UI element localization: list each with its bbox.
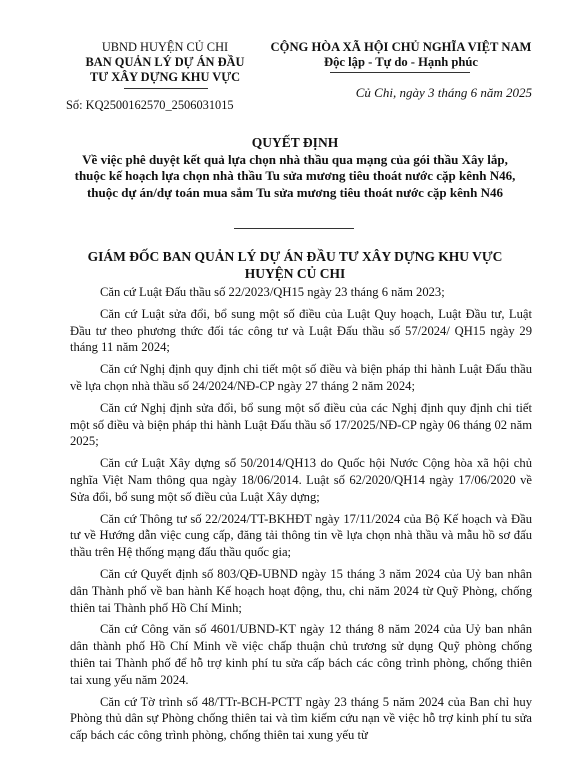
national-motto: Độc lập - Tự do - Hạnh phúc (324, 55, 478, 69)
legal-basis-paragraph: Căn cứ Nghị định quy định chi tiết một số điều và biện pháp thi hành Luật Đấu thầu về lựa chọn nhà thầu số 24/2024/NĐ-CP ngày 27 tháng 2 năm 2024; (70, 362, 532, 393)
issuing-agency-header (60, 40, 270, 85)
decision-heading: QUYẾT ĐỊNH (251, 135, 339, 150)
legal-basis-paragraph: Căn cứ Nghị định sửa đổi, bổ sung một số điều của các Nghị định quy định chi tiết một số điều và biện pháp thi hành Luật Đấu thầu số 17/2025/NĐ-CP ngày 06 tháng 02 năm 2025; (70, 400, 532, 449)
legal-basis-paragraph: Căn cứ Thông tư số 22/2024/TT-BKHĐT ngày 17/11/2024 của Bộ Kế hoạch và Đầu tư về Hướng dẫn việc cung cấp, đăng tải thông tin về lựa chọn nhà thầu và mẫu hồ sơ đấu thầu trên Hệ thống mạng đấu thầu quốc gia; (70, 511, 532, 560)
legal-basis-paragraph: Căn cứ Luật sửa đổi, bổ sung một số điều của Luật Quy hoạch, Luật Đầu tư, Luật Đầu tư theo phương thức đối tác công tư và Luật Đấu thầu số 57/2024/ QH15 ngày 29 tháng 11 năm 2024; (70, 306, 532, 355)
document-number: Số: KQ2500162570_2506031015 (66, 98, 234, 112)
document-body (70, 284, 532, 749)
legal-basis-paragraph: Căn cứ Công văn số 4601/UBND-KT ngày 12 tháng 8 năm 2024 của Uỷ ban nhân dân thành phố Hồ Chí Minh về việc chấp thuận chủ trương sử dụng Quỹ phòng chống thiên tai Thành phố để hỗ trợ kinh phí tu sửa cấp bách các công trình phòng, chống thiên tai xung yếu năm 2024. (70, 622, 532, 687)
agency-name-line-1: BAN QUẢN LÝ DỰ ÁN ĐẦU (85, 55, 245, 69)
title-underline (234, 228, 354, 229)
legal-basis-paragraph: Căn cứ Luật Đấu thầu số 22/2023/QH15 ngày 23 tháng 6 năm 2023; (100, 285, 445, 299)
legal-basis-paragraph: Căn cứ Quyết định số 803/QĐ-UBND ngày 15 tháng 3 năm 2024 của Uỷ ban nhân dân Thành phố về ban hành Kế hoạch hoạt động, thu, chi năm 2024 từ Quỹ Phòng, chống thiên tai Thành phố Hồ Chí Minh; (70, 566, 532, 615)
decision-subject: Về việc phê duyệt kết quả lựa chọn nhà thầu qua mạng của gói thầu Xây lắp, thuộc kế hoạch lựa chọn nhà thầu Tu sửa mương tiêu thoát nước cặp kênh N46, thuộc dự án/dự toán mua sắm Tu sửa mương tiêu thoát nước cặp kênh N46 (74, 151, 516, 200)
legal-basis-paragraph: Căn cứ Tờ trình số 48/TTr-BCH-PCTT ngày 23 tháng 5 năm 2024 của Ban chỉ huy Phòng thủ dân sự Phòng chống thiên tai và tìm kiếm cứu nạn về việc hỗ trợ kinh phí tu sửa cấp bách các công trình phòng, chống thiên tai xung yếu từ (70, 694, 532, 743)
national-header (256, 40, 546, 70)
motto-underline (330, 72, 470, 73)
agency-parent-line: UBND HUYỆN CỦ CHI (101, 40, 229, 54)
legal-basis-paragraph: Căn cứ Luật Xây dựng số 50/2014/QH13 do Quốc hội Nước Cộng hòa xã hội chủ nghĩa Việt Nam thông qua ngày 18/06/2014. Luật số 62/2020/QH14 ngày 17/06/2020 về Sửa đổi, bổ sung một số điều của Luật Xây dựng; (70, 456, 532, 504)
agency-name-line-2: TƯ XÂY DỰNG KHU VỰC (89, 70, 241, 84)
agency-underline (124, 88, 208, 89)
decision-title (70, 135, 520, 201)
issuing-authority: GIÁM ĐỐC BAN QUẢN LÝ DỰ ÁN ĐẦU TƯ XÂY DỰNG KHU VỰC HUYỆN CỦ CHI (87, 249, 503, 281)
place-and-date: Củ Chi, ngày 3 tháng 6 năm 2025 (355, 85, 532, 100)
national-name: CỘNG HÒA XÃ HỘI CHỦ NGHĨA VIỆT NAM (270, 40, 532, 54)
